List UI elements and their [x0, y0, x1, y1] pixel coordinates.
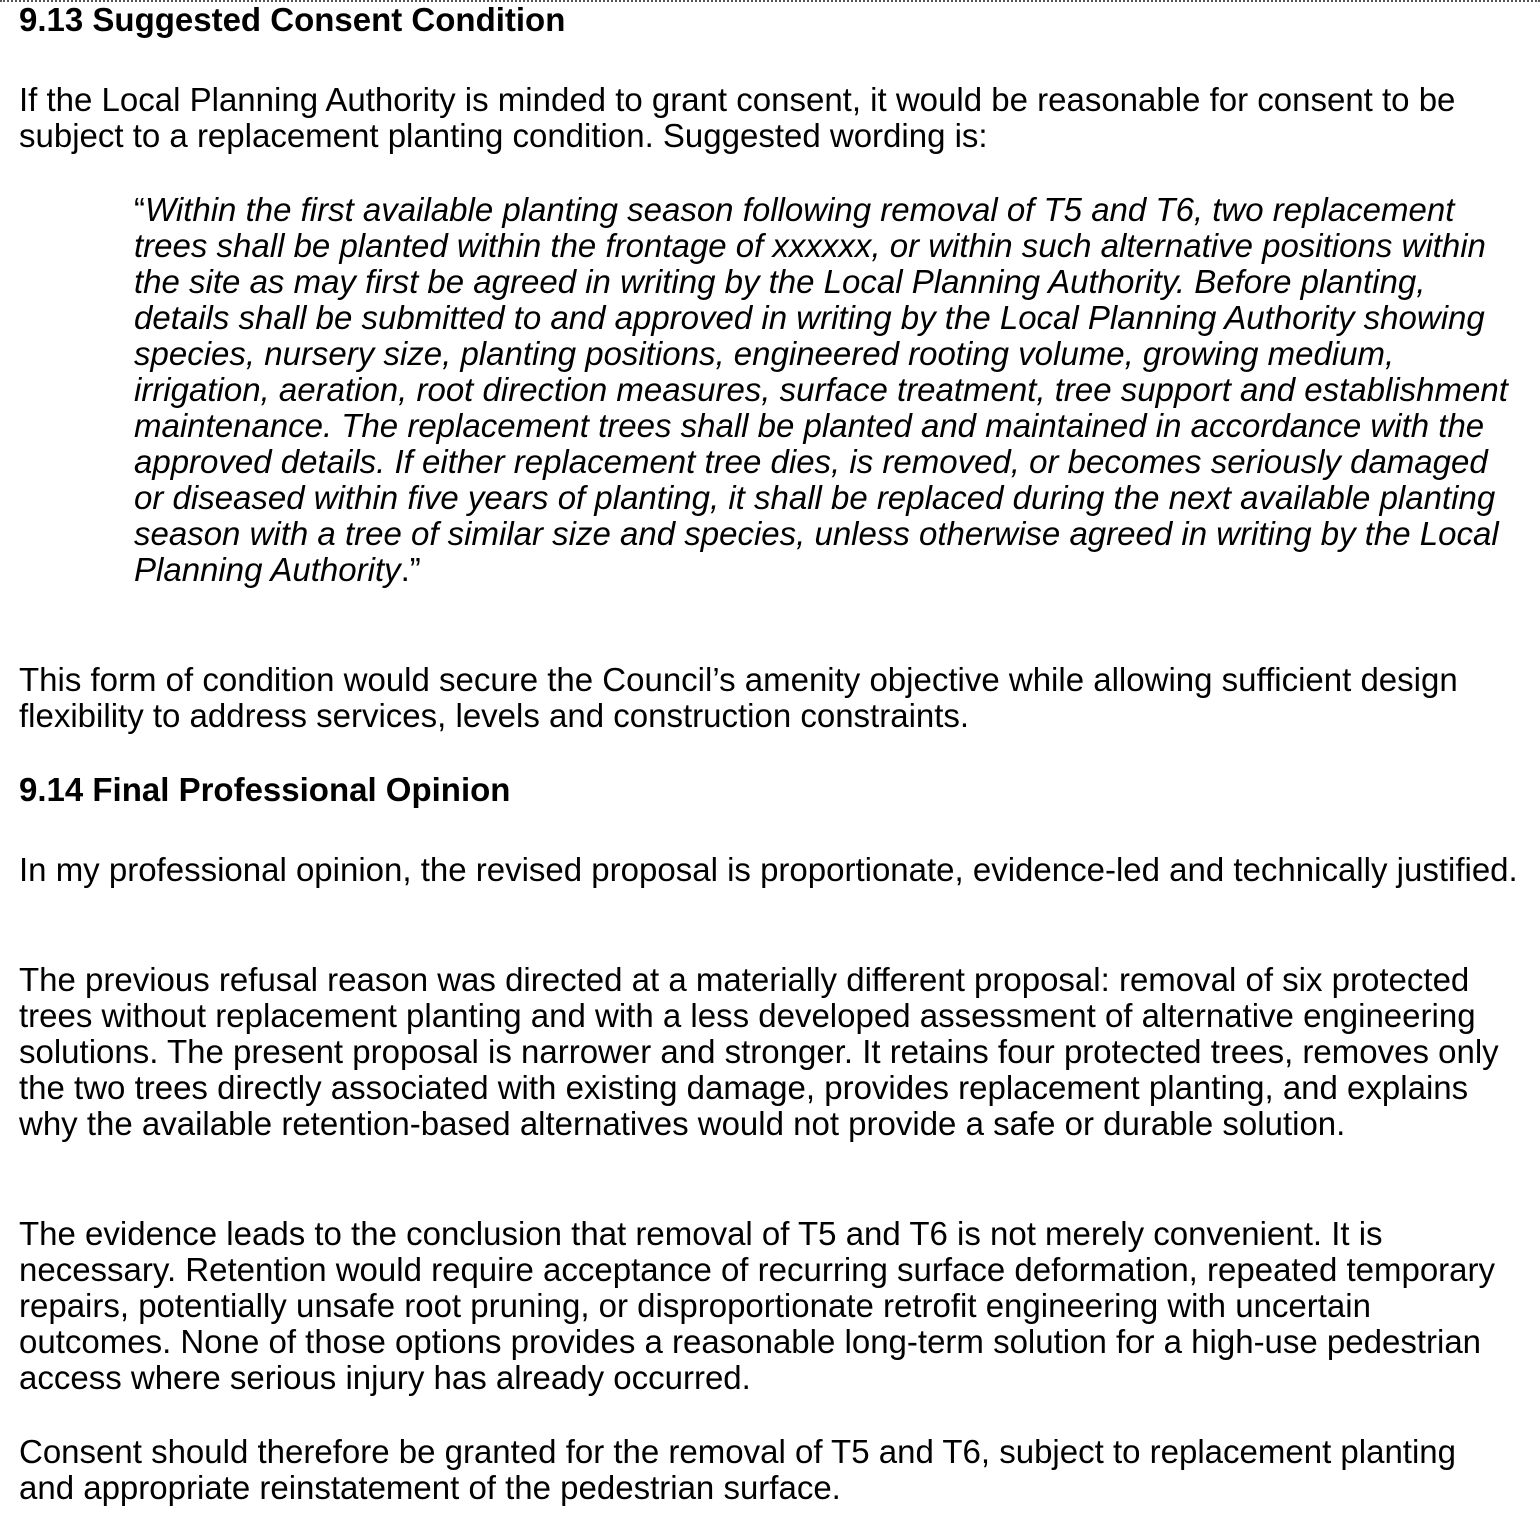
previous-refusal-paragraph: The previous refusal reason was directed at a materially different proposal: removal of six protected trees without replacement planting and with a less developed assessment of alternative engineering solutions. The present proposal is narrower and stronger. It retains four protected trees, removes only the two trees directly associated with existing damage, provides replacement planting, and explains why the available retention-based alternatives would not provide a safe or durable solution.: [19, 961, 1499, 1142]
quote-open-mark: “: [134, 191, 145, 228]
quote-text: Within the first available planting season following removal of T5 and T6, two replacement trees shall be planted within the frontage of xxxxxx, or within such alternative positions within the site as may first be agreed in writing by the Local Planning Authority. Before planting, details shall be submitted to and approved in writing by the Local Planning Authority showing species, nursery size, planting positions, engineered rooting volume, growing medium, irrigation, aeration, root direction measures, surface treatment, tree support and establishment maintenance. The replacement trees shall be planted and maintained in accordance with the approved details. If either replacement tree dies, is removed, or becomes seriously damaged or diseased within five years of planting, it shall be replaced during the next available planting season with a tree of similar size and species, unless otherwise agreed in writing by the Local Planning Authority: [134, 191, 1508, 588]
condition-rationale-paragraph: This form of condition would secure the Council’s amenity objective while allowing sufficient design flexibility to address services, levels and construction constraints.: [19, 661, 1458, 734]
evidence-conclusion-paragraph: The evidence leads to the conclusion that removal of T5 and T6 is not merely convenient. It is necessary. Retention would require acceptance of recurring surface deformation, repeated temporary repairs, potentially unsafe root pruning, or disproportionate retrofit engineering with uncertain outcomes. None of those options provides a reasonable long-term solution for a high-use pedestrian access where serious injury has already occurred.: [19, 1215, 1496, 1396]
section-heading-9-13: 9.13 Suggested Consent Condition: [19, 1, 566, 38]
section-heading-9-14: 9.14 Final Professional Opinion: [19, 771, 511, 808]
suggested-condition-quote: [134, 192, 1524, 588]
intro-paragraph: If the Local Planning Authority is minded to grant consent, it would be reasonable for consent to be subject to a replacement planting condition. Suggested wording is:: [19, 81, 1456, 154]
consent-recommendation-paragraph: Consent should therefore be granted for the removal of T5 and T6, subject to replacement planting and appropriate reinstatement of the pedestrian surface.: [19, 1433, 1456, 1506]
opinion-paragraph: In my professional opinion, the revised proposal is proportionate, evidence-led and technically justified.: [19, 851, 1518, 888]
quote-close-mark: .”: [400, 551, 421, 588]
